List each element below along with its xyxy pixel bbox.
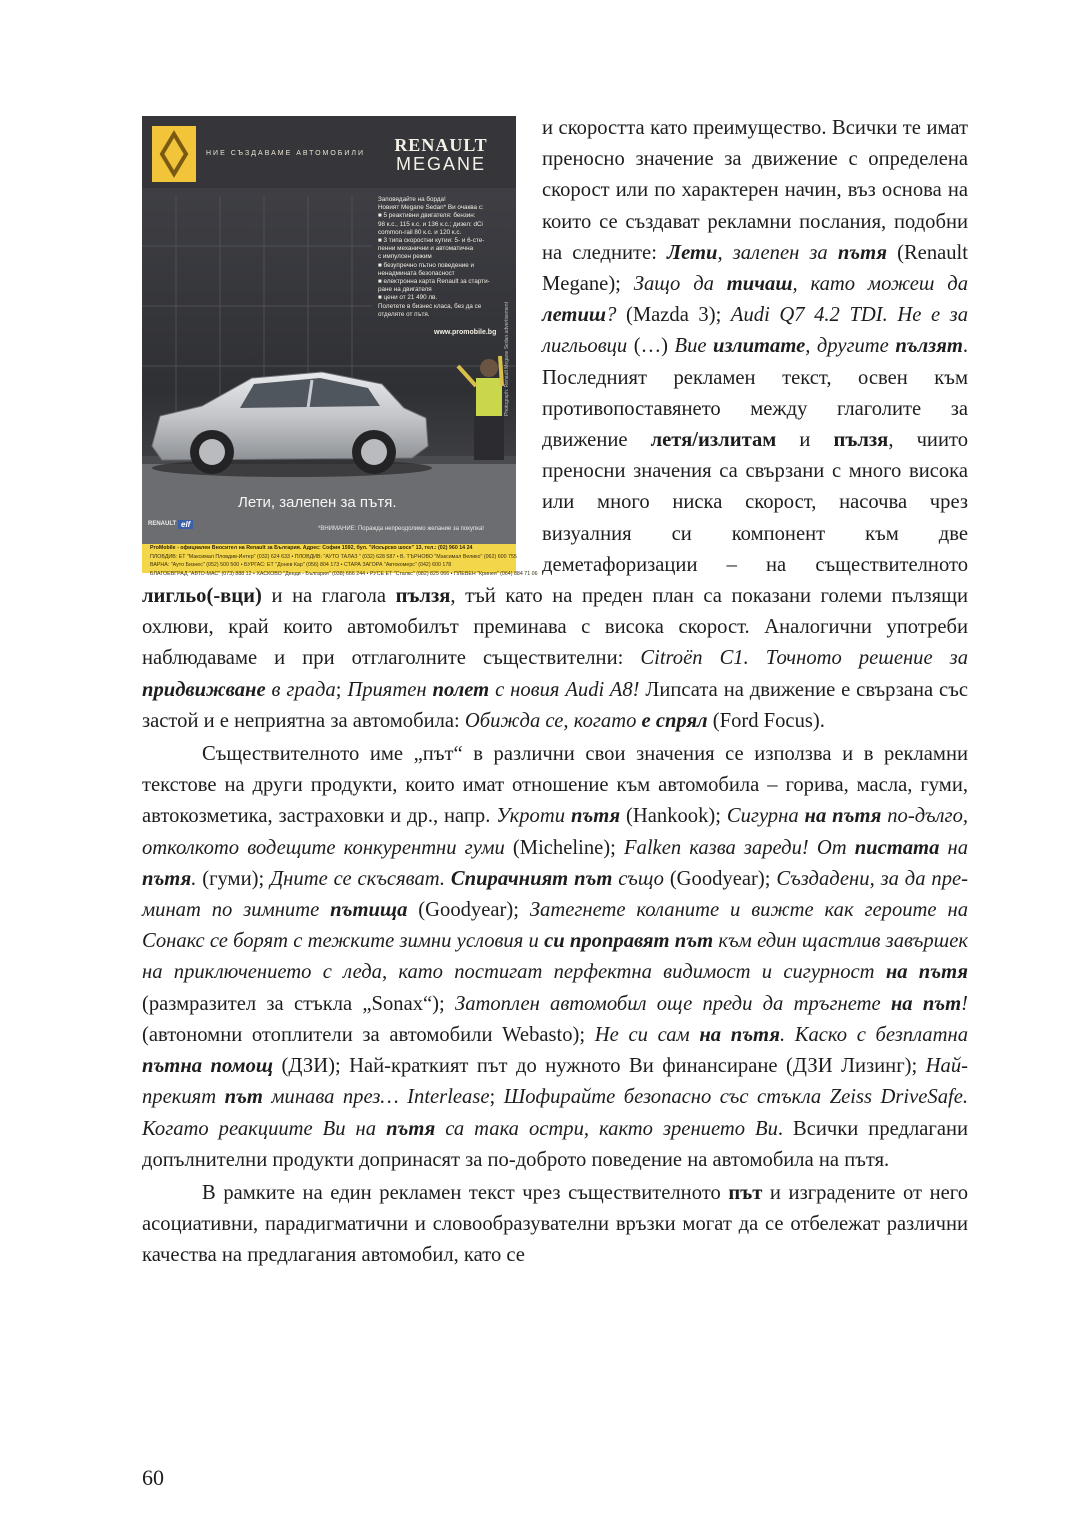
text-run: Не си сам	[594, 1023, 700, 1046]
text-run: !	[961, 992, 968, 1015]
paragraph-2	[142, 739, 968, 1176]
text-run: (ДЗИ); Най-краткият път до нужното Ви финансиране (ДЗИ Лизинг);	[273, 1055, 926, 1078]
text-run: Citroën C1. Точното решение за	[640, 647, 968, 670]
text-run: Audi Q7 4.2 TDI. Не е за лигльовци	[542, 304, 968, 358]
text-run: (Hankook);	[620, 805, 727, 828]
text-run: , като можеш да	[792, 273, 968, 296]
text-run: пътища	[330, 899, 408, 922]
spec-line: ране на двигателя	[378, 286, 432, 294]
text-run: Затоплен автомобил още преди да тръгнете	[455, 992, 891, 1015]
model-name: MEGANE	[395, 154, 486, 174]
text-run: Съществителното име „път“ в различни свои значения се използва и в рекламни текстове на други продукти, които имат отношение към автомобила – горива, масла, гуми, автокозметика, застраховки и др., напр.	[142, 743, 968, 828]
renault-small-logo: RENAULT	[148, 521, 177, 527]
advert-url: www.promobile.bg	[434, 329, 497, 336]
dealer-line: ProMobile - официален Вносител на Renault за България. Адрес: София 1592, бул. "Искърско шосе" 13, тел.: (02) 960 14 24	[150, 545, 473, 551]
advert-warning: *ВНИМАНИЕ: Поражда непреодолимо желание за покупка!	[318, 526, 484, 532]
text-run: ?	[606, 304, 617, 327]
dealer-line: ПЛОВДИВ: ЕТ "Максимал Пловдив-Интер" (032) 624 633 • ПЛОВДИВ: "АУТО ТАЛАЗ " (032) 628 587 • В. ТЪРНОВО "Максимал Велико" (062) 600 755	[150, 553, 517, 560]
text-run: и	[776, 429, 834, 452]
text-run: пътя	[570, 805, 621, 828]
text-run: с новия Audi A8!	[489, 678, 640, 701]
text-run: пълзят	[895, 335, 963, 358]
text-run: (Mazda 3);	[616, 304, 731, 327]
text-run: тичаш	[726, 273, 793, 296]
text-run: и скоростта като преимущество. Всички те имат преносно значение за движение с определена скорост или по характерен начин, въз основа на които се създават рекламни послания, подобни на следните:	[542, 117, 968, 264]
text-run: Защо да	[633, 273, 727, 296]
text-run: Затегнете коланите и вижте как героите на Сонакс се борят с тежките зимни условия и	[142, 899, 968, 953]
text-run: (Goodyear);	[407, 899, 530, 922]
text-run: Най-прекият	[142, 1055, 968, 1109]
advert-brand	[378, 136, 504, 174]
advert-tagline: НИЕ СЪЗДАВАМЕ АВТОМОБИЛИ	[206, 150, 366, 157]
text-run: В рамките на един рекламен текст чрез съществителното	[202, 1181, 729, 1204]
text-run: на път	[890, 992, 962, 1015]
text-run: също	[612, 867, 664, 890]
text-run: полет	[432, 678, 490, 701]
text-run: и изградените от него асоциативни, парадигматични и словообразувателни връзки могат да се отбележат различни качества на предлагания автомобил, като се	[142, 1181, 968, 1267]
text-run: , другите	[805, 335, 896, 358]
text-run: път	[224, 1086, 263, 1109]
text-run: пълзя	[833, 429, 889, 452]
text-run: пълзя	[395, 585, 451, 608]
text-run: летя/излитам	[650, 429, 777, 452]
dealer-line: БЛАГОЕВГРАД "АВТО-МАС" (073) 888 12 • ХАСКОВО "Денди - България" (038) 666 244 • РУСЕ ЕТ "Сталкс" (082) 825 066 • ПЛЕВЕН "Кринея" (064) 884 71 06	[150, 570, 538, 577]
text-run: Лети	[667, 241, 718, 264]
text-run: е спрял	[641, 709, 708, 732]
paragraph-3	[142, 1178, 968, 1272]
spec-line: 98 к.с., 115 к.с. и 136 к.с.; дизел: dCi	[378, 220, 483, 228]
page-body	[142, 113, 968, 1272]
text-run: Обижда се, когато	[464, 709, 642, 732]
text-run: ;	[489, 1086, 504, 1109]
spec-line: ■ цени от 21 490 лв.	[378, 294, 438, 302]
text-run: (Micheline);	[504, 836, 624, 859]
text-run: Шофирайте безопасно със стъкла Zeiss DriveSafe. Когато реакциите Ви на	[142, 1086, 968, 1140]
text-run: Създадени, за да преминат по зимните	[142, 867, 968, 922]
text-run: Сигурна	[726, 805, 805, 828]
text-run: , тъй като на преден план са показани големи пълзящи охлюви, край които автомобилът преминава с висока скорост. Аналогични употреби наблюдаваме и при отглаголните съществителни:	[142, 585, 968, 670]
spec-line: с импулсен режим	[378, 253, 432, 261]
text-run: Falken казва зареди! От	[623, 836, 855, 859]
text-run: са така остри, както зрението Ви	[435, 1117, 778, 1140]
spec-line: отделяте от пътя.	[378, 310, 430, 318]
text-run: (размразител за стъкла „Sonax“);	[142, 992, 455, 1015]
text-run: . Каско с безплатна	[779, 1023, 968, 1046]
dealer-line: ВАРНА: "Ауто Бизнес" (052) 500 500 • БУРГАС: ЕТ "Донев Кар" (056) 804 173 • СТАРА ЗАГОРА "Автокомерс" (042) 600 178	[150, 562, 452, 569]
renault-diamond-logo	[152, 126, 196, 182]
text-run: (Goodyear);	[663, 867, 777, 890]
spec-line: ■ електронна карта Renault за старти-	[378, 278, 490, 286]
spec-line: Полетете в бизнес класа, без да се	[378, 302, 482, 310]
text-run: Укроти	[496, 805, 571, 828]
text-run: път	[728, 1181, 763, 1204]
text-run: Вие	[674, 335, 714, 358]
text-run: , залепен за	[717, 241, 838, 264]
brand-name: RENAULT	[394, 135, 488, 155]
text-run: (Renault Megane);	[542, 241, 968, 296]
advert-spec-list	[378, 196, 506, 319]
text-run: по-дълго, отколкото водещите конкурентни гуми	[142, 805, 969, 859]
text-run: излитате	[713, 335, 806, 358]
text-run: към един щастлив завършек на приключението с леда, като постигат перфектна видимост и сигурност	[142, 930, 968, 984]
text-run: Дните се скъсяват.	[270, 867, 451, 890]
renault-diamond-icon	[152, 126, 196, 182]
text-run: придвижване	[142, 678, 266, 701]
text-run: на пътя	[699, 1023, 780, 1046]
spec-line: Новият Megane Sedan* Ви очаква с:	[378, 204, 484, 212]
dealer-band	[142, 544, 538, 577]
text-run: си проправят път	[544, 930, 714, 953]
text-run: пътна помощ	[142, 1055, 274, 1078]
spec-line: ■ безупречно пътно поведение и	[378, 261, 475, 269]
text-run: на пътя	[885, 961, 968, 984]
spec-line: Заповядайте на борда!	[378, 196, 446, 203]
text-run: ;	[335, 678, 348, 701]
text-run: минава през… Interlease	[262, 1086, 490, 1109]
advert-slogan: Лети, залепен за пътя.	[238, 494, 397, 511]
spec-line: ■ 3 типа скоростни кутии: 5- и 6-сте-	[378, 237, 485, 245]
text-run: в града	[265, 678, 336, 701]
advert-photo-credit: Photograph: Renault Megane Sedan advertisement	[504, 302, 510, 416]
text-run: пътя	[142, 867, 192, 890]
text-run: , чиито преносни значения са свързани с много висока или много ниска скорост, насочва чрез визуалния си компонент към две деметафоризации – на съществителното	[542, 429, 968, 576]
spec-line: ненадмината безопасност	[378, 269, 455, 277]
text-run: (гуми);	[196, 867, 271, 890]
text-run: . Всички предлагани допълнителни продукти допринасят за по-доброто поведение на автомобила на пътя.	[142, 1117, 969, 1171]
text-run: Приятен	[347, 678, 433, 701]
spec-line: ■ 5 реактивни двигателя: бензин:	[378, 212, 476, 220]
page-number: 60	[142, 1465, 164, 1490]
text-run: на пътя	[804, 805, 882, 828]
elf-logo: elf	[178, 520, 193, 529]
renault-megane-advert	[142, 116, 538, 577]
text-run: и на глагола	[261, 585, 396, 608]
text-run: (автономни отоплители за автомобили Webasto);	[142, 1023, 595, 1046]
text-run: пътя	[386, 1117, 436, 1140]
text-run: (Ford Focus).	[707, 709, 825, 732]
spec-line: common-rail 80 к.с. и 120 к.с.	[378, 228, 462, 236]
text-run: лигльо(-вци)	[142, 585, 262, 608]
text-run: Липсата на движение е свързана със застой и е неприятна за автомобила:	[142, 678, 968, 732]
spec-line: пенни механични и автоматична	[378, 245, 474, 253]
text-run: пистата	[854, 836, 940, 859]
text-run: летиш	[542, 304, 607, 327]
text-run: пътя	[837, 241, 887, 264]
text-run: Спирачният път	[450, 867, 613, 890]
text-run: на	[939, 836, 968, 859]
text-run: . Последният рекламен текст, освен към противопоставянето между глаголите за движение	[542, 335, 969, 452]
text-run: .	[191, 867, 197, 890]
text-run: (…)	[627, 335, 675, 358]
